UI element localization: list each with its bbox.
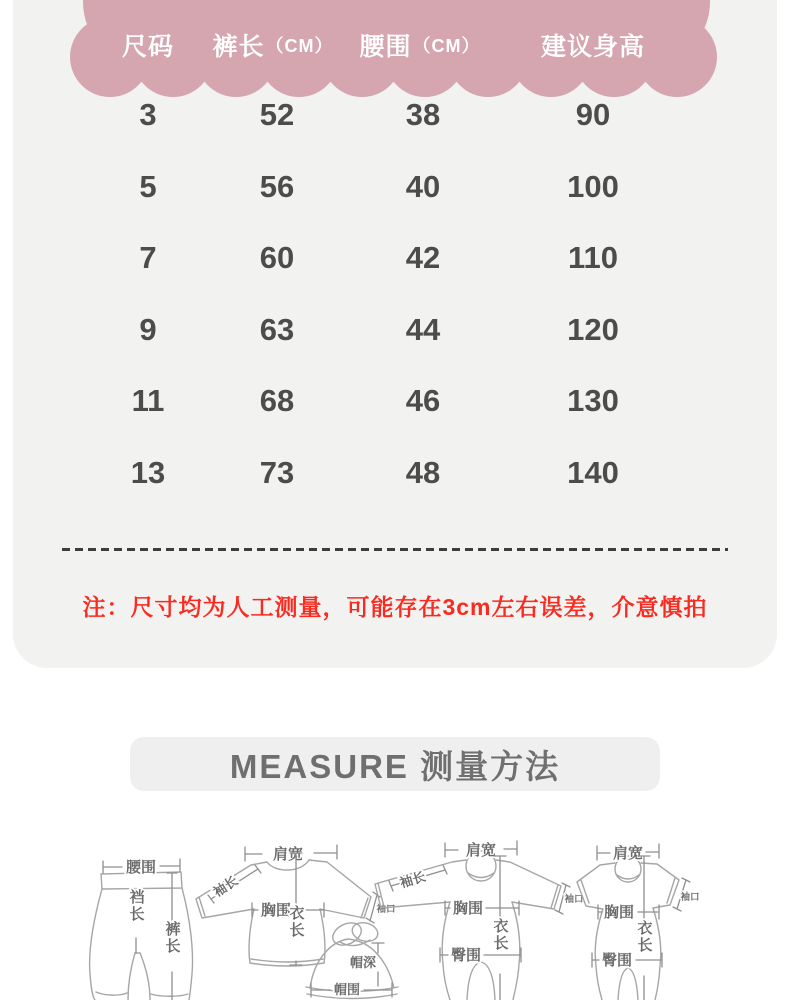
column-header-pants-length-label: 裤长 <box>212 33 265 61</box>
size-value: 5 <box>139 169 157 204</box>
romper-s-shoulder-label: 肩宽 <box>612 845 644 862</box>
height-value: 120 <box>567 312 619 347</box>
romper-l-sleeve-label: 袖长 <box>398 868 428 891</box>
long-sleeve-romper-diagram <box>375 841 584 1000</box>
measurement-note: 注：尺寸均为人工测量，可能存在3cm左右误差，介意慎拍 <box>82 594 708 620</box>
pants-waist-label: 腰围 <box>125 859 157 876</box>
height-value: 140 <box>567 455 619 490</box>
column-header-pants-length <box>212 27 333 63</box>
column-header-height <box>541 27 645 63</box>
height-value: 110 <box>567 240 619 275</box>
waist-value: 40 <box>405 169 441 204</box>
hat-depth-label: 帽深 <box>349 955 377 970</box>
top-cuff-label: 袖口 <box>376 904 396 915</box>
romper-l-cuff-label: 袖口 <box>564 894 584 905</box>
size-chart-card <box>13 0 777 668</box>
pants-length-value: 60 <box>259 240 295 275</box>
top-shoulder-label: 肩宽 <box>272 846 304 863</box>
romper-s-length-label: 衣长 <box>635 920 653 954</box>
size-value: 7 <box>139 240 157 275</box>
column-header-waist-label: 腰围 <box>359 33 412 61</box>
romper-l-length-label: 衣长 <box>491 918 509 952</box>
romper-s-hip-label: 臀围 <box>601 952 633 969</box>
waist-value: 38 <box>405 97 441 132</box>
hat-circumference-label: 帽围 <box>333 982 361 997</box>
pants-crotch-label: 裆长 <box>127 889 145 923</box>
waist-value: 42 <box>405 240 441 275</box>
size-value: 9 <box>139 312 157 347</box>
measure-section-header <box>130 737 660 791</box>
romper-l-chest-label: 胸围 <box>452 900 484 917</box>
top-chest-label: 胸围 <box>260 902 292 919</box>
column-header-size <box>122 27 174 63</box>
column-header-waist-unit: （CM） <box>412 36 481 56</box>
pants-diagram <box>90 858 193 1000</box>
top-length-label: 衣长 <box>287 905 305 939</box>
pants-length-value: 63 <box>259 312 295 347</box>
romper-s-chest-label: 胸围 <box>603 904 635 921</box>
top-sleeve-label: 袖长 <box>210 872 241 900</box>
measurement-diagrams <box>0 822 790 1000</box>
pants-length-value: 56 <box>259 169 295 204</box>
pants-length-label: 裤长 <box>163 921 181 955</box>
romper-l-shoulder-label: 肩宽 <box>465 842 497 859</box>
waist-value: 48 <box>405 455 441 490</box>
romper-l-hip-label: 臀围 <box>450 947 482 964</box>
dashed-divider <box>62 548 728 551</box>
measure-section-title: MEASURE 测量方法 <box>229 747 561 785</box>
pants-length-value: 68 <box>259 383 295 418</box>
column-header-pants-length-unit: （CM） <box>265 36 334 56</box>
height-value: 90 <box>575 97 611 132</box>
romper-s-cuff-label: 袖口 <box>680 892 700 903</box>
pants-length-value: 52 <box>259 97 295 132</box>
size-value: 11 <box>131 383 165 418</box>
column-header-size-label: 尺码 <box>121 33 175 61</box>
height-value: 130 <box>567 383 619 418</box>
column-header-height-label: 建议身高 <box>540 33 646 61</box>
size-value: 3 <box>139 97 157 132</box>
pants-length-value: 73 <box>259 455 295 490</box>
hat-diagram <box>306 919 398 999</box>
height-value: 100 <box>567 169 619 204</box>
top-diagram <box>196 845 396 966</box>
column-header-waist <box>359 27 480 63</box>
waist-value: 46 <box>405 383 441 418</box>
waist-value: 44 <box>405 312 441 347</box>
size-value: 13 <box>130 455 166 490</box>
short-sleeve-romper-diagram <box>577 844 700 1000</box>
